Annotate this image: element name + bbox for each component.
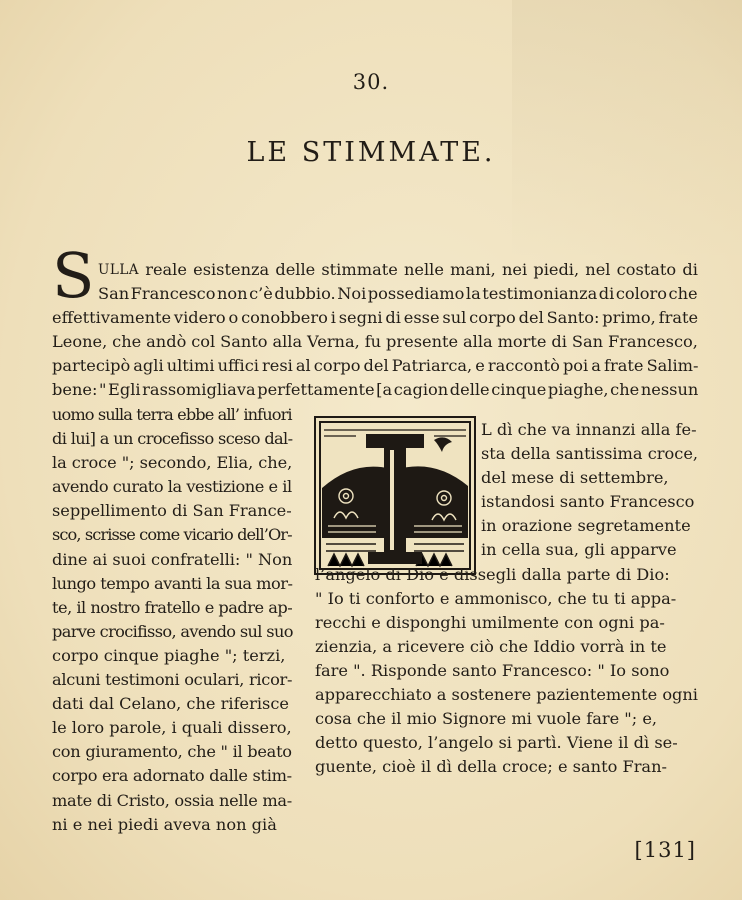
intro-line-5 xyxy=(52,354,698,378)
word: mani, xyxy=(450,260,496,279)
right-line: sta della santissima croce, xyxy=(481,444,699,464)
left-line: sco, scrisse come vicario dell’Or- xyxy=(52,525,292,545)
right-line: in cella sua, gli apparve xyxy=(481,540,677,560)
line-text: bene: " Egli rassomigliava perfettamente [a cagion delle cinque piaghe, che nessun xyxy=(52,380,699,400)
intro-line-4 xyxy=(52,330,698,354)
left-line: alcuni testimoni oculari, ricor- xyxy=(52,670,293,690)
word: delle xyxy=(275,260,316,279)
left-line: uomo sulla terra ebbe all’ infuori xyxy=(52,405,292,424)
word: nelle xyxy=(403,260,444,279)
left-column xyxy=(52,403,292,837)
left-line: di lui] a un crocefisso sceso dal- xyxy=(52,429,293,449)
word: di xyxy=(682,260,698,279)
chapter-number: 30. xyxy=(352,70,390,94)
intro-line-1 xyxy=(52,258,698,282)
right-line: l’angelo di Dio e dissegli dalla parte di Dio: xyxy=(315,564,670,584)
right-line: apparecchiato a sostenere pazientemente ogni xyxy=(315,685,698,705)
left-line: mate di Cristo, ossia nelle ma- xyxy=(52,790,292,810)
word: piedi, xyxy=(533,260,580,279)
left-line: parve crocifisso, avendo sul suo xyxy=(52,621,293,641)
word: stimmate xyxy=(321,260,398,279)
left-line: ni e nei piedi aveva non già xyxy=(52,814,277,834)
line-text: effettivamente videro o conobbero i segni di esse sul corpo del Santo: primo, frate xyxy=(52,308,699,328)
right-line: zienzia, a ricevere ciò che Iddio vorrà in te xyxy=(315,636,667,656)
line-text: Leone, che andò col Santo alla Verna, fu presente alla morte di San Francesco, xyxy=(52,332,698,352)
word: nel xyxy=(585,260,611,279)
drop-cap-s: S xyxy=(52,239,95,312)
word: nei xyxy=(501,260,528,279)
right-line: L dì che va innanzi alla fe- xyxy=(481,420,697,439)
intro-line-2 xyxy=(52,282,698,306)
left-line: te, il nostro fratello e padre ap- xyxy=(52,597,293,617)
intro-line-6 xyxy=(52,378,698,402)
word: reale xyxy=(145,260,187,279)
word: esistenza xyxy=(193,260,270,279)
right-column xyxy=(315,418,698,779)
right-line: recchi e disponghi umilmente con ogni pa- xyxy=(315,612,665,632)
left-line: le loro parole, i quali dissero, xyxy=(52,718,292,738)
page-number: [131] xyxy=(634,838,696,862)
left-line: corpo era adornato dalle stim- xyxy=(52,766,292,786)
right-line: cosa che il mio Signore mi vuole fare "; e, xyxy=(315,709,658,729)
word: costato xyxy=(616,260,677,279)
left-line: lungo tempo avanti la sua mor- xyxy=(52,573,293,593)
left-line: dine ai suoi confratelli: " Non xyxy=(52,549,293,569)
chapter-title: LE STIMMATE. xyxy=(246,137,496,168)
intro-first-word: ULLA xyxy=(98,262,140,278)
intro-paragraph xyxy=(52,258,698,403)
line-text: partecipò agli ultimi uffici resi al corpo del Patriarca, e raccontò poi a frate Salim- xyxy=(52,356,699,376)
right-line: in orazione segretamente xyxy=(481,516,691,536)
right-line: guente, cioè il dì della croce; e santo Fran- xyxy=(315,757,667,777)
left-line: dati dal Celano, che riferisce xyxy=(52,694,290,714)
right-line: detto questo, l’angelo si partì. Viene il dì se- xyxy=(315,733,678,753)
left-line: seppellimento di San France- xyxy=(52,501,292,521)
line-text: San Francesco non c’è dubbio. Noi possediamo la testimonianza di coloro che xyxy=(98,284,698,304)
left-line: con giuramento, che " il beato xyxy=(52,742,292,762)
left-line: avendo curato la vestizione e il xyxy=(52,477,292,497)
right-line: istandosi santo Francesco xyxy=(481,492,695,512)
right-line: " Io ti conforto e ammonisco, che tu ti appa- xyxy=(315,588,677,608)
right-line: del mese di settembre, xyxy=(481,468,669,488)
show-through-shadow xyxy=(512,0,742,260)
right-line: fare ". Risponde santo Francesco: " Io sono xyxy=(315,660,670,680)
intro-line-3 xyxy=(52,306,698,330)
left-line: corpo cinque piaghe "; terzi, xyxy=(52,645,286,665)
left-line: la croce "; secondo, Elia, che, xyxy=(52,453,293,473)
